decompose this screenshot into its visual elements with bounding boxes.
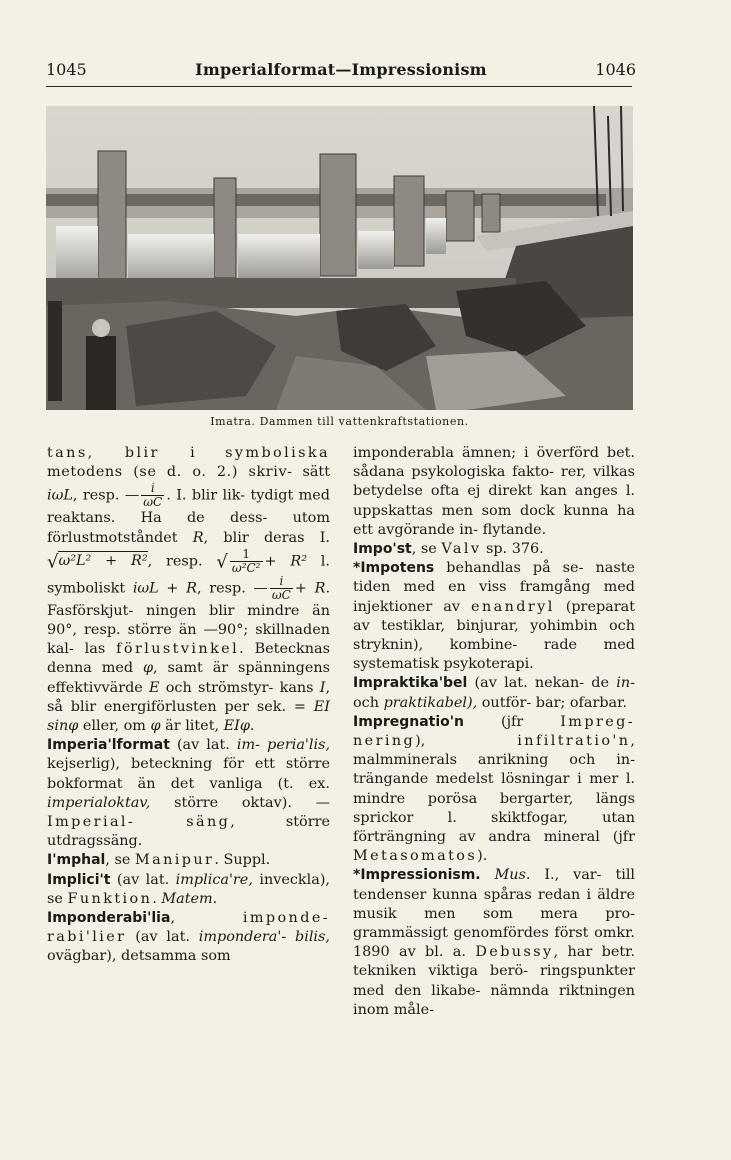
headword: Imponderabi'lia bbox=[47, 910, 171, 927]
headword: Imperia'lformat bbox=[47, 737, 170, 754]
running-header bbox=[46, 60, 636, 84]
left-column bbox=[47, 444, 330, 967]
headword: Impo'st bbox=[353, 541, 412, 558]
entry-imponderabilia: Imponderabi'lia, imponde- rabi'lier (av lat. impondera'- bilis, ovägbar), detsamma som bbox=[47, 910, 330, 965]
entry-impressionism: *Impressionism. Mus. I., var- till tendenser kunna spåras redan i äldre musik men som mera pro- grammässigt genomfördes först omkr. 1890 av bl. a. Debussy, har betr. tekniken viktiga berö- ringspunkter med den likabe- nämnda riktningen inom måle- bbox=[353, 867, 636, 1018]
entry-imperialformat: Imperia'lformat (av lat. im- peria'lis, kejserlig), beteckning för ett större bokformat än det vanliga (t. ex. imperialoktav, större oktav). — Imperial- säng, större utdragssäng. bbox=[47, 737, 331, 850]
fraction-i-over-omega-c-2: $\frac{i}{\omega C}$ bbox=[271, 573, 291, 602]
root-sign: √ bbox=[47, 551, 59, 573]
paragraph-continuation-right: imponderabla ämnen; i överförd bet. sådana psykologiska fakto- rer, vilkas betydelse ofta ej direkt kan anges l. uppskattas men som dock kunna ha ett avgörande in- flytande. bbox=[353, 445, 636, 538]
running-title: Imperialformat—Impressionism bbox=[195, 60, 487, 79]
headword: *Impressionism. bbox=[353, 867, 481, 884]
headword: Impregnatio'n bbox=[353, 713, 465, 730]
entry-impraktikabel: Impraktika'bel (av lat. nekan- de in- och praktikabel), outför- bar; ofarbar. bbox=[353, 675, 635, 711]
entry-implicit: Implici't (av lat. implica're, inveckla), se Funktion. Matem. bbox=[47, 871, 331, 907]
page-number-left: 1045 bbox=[46, 60, 87, 79]
page-number-right: 1046 bbox=[595, 60, 636, 79]
root-sign: √ bbox=[216, 551, 228, 573]
entry-impost: Impo'st, se Valv sp. 376. bbox=[353, 541, 544, 558]
fraction-one-over-omega-c: $\frac{1}{\text{ω²C²}}$ bbox=[231, 546, 261, 575]
figure-caption: Imatra. Dammen till vattenkraftstationen. bbox=[210, 415, 469, 428]
header-rule bbox=[46, 86, 632, 87]
fraction-i-over-omega-c: $\frac{i}{\omega C}$ bbox=[143, 481, 163, 510]
dam-photograph bbox=[46, 106, 633, 410]
headword: *Impotens bbox=[353, 560, 435, 577]
entry-impregnation: Impregnatio'n (jfr Impreg- nering), infiltratio'n, malmminerals anrikning och in- trängande medelst lösningar i mer l. mindre porösa bergarter, längs sprickor l. skiktfogar, utan förträngning av andra mineral (jfr Metasomatos). bbox=[353, 713, 636, 865]
right-column bbox=[353, 444, 635, 1020]
headword: I'mphal bbox=[47, 852, 106, 869]
entry-impotens: *Impotens behandlas på se- naste tiden med en viss framgång med injektioner av enandryl (preparat av testiklar, binjurar, yohimbin och stryknin), kombine- rade med systematisk psykoterapi. bbox=[353, 560, 636, 673]
paragraph-continuation: tans, blir i symboliska metodens (se d. o. 2.) skriv- sätt iωL, resp. — $\frac{i}{\omega C}$ . I. blir lik- tydigt med reaktans. Ha de dess- utom förlustmotståndet R, blir deras I. √ω²L² + R², resp. √ $\frac{1}{\text{ω²C²}}$ + R² l. symboliskt iωL + R, resp. — $\frac{i}{\omega C}$ + R. Fasförskjut- ningen blir mindre än 90°, resp. större än —90°; skillnaden kal- las förlustvinkel. Betecknas denna med φ, samt är spänningens effektivvärde E och strömstyr- kans I, så blir energiförlusten per sek. = EI sinφ eller, om φ är litet, EIφ. bbox=[47, 445, 331, 735]
headword: Implici't bbox=[47, 871, 111, 888]
headword: Impraktika'bel bbox=[353, 675, 468, 692]
entry-imphal: I'mphal, se Manipur. Suppl. bbox=[47, 852, 271, 869]
